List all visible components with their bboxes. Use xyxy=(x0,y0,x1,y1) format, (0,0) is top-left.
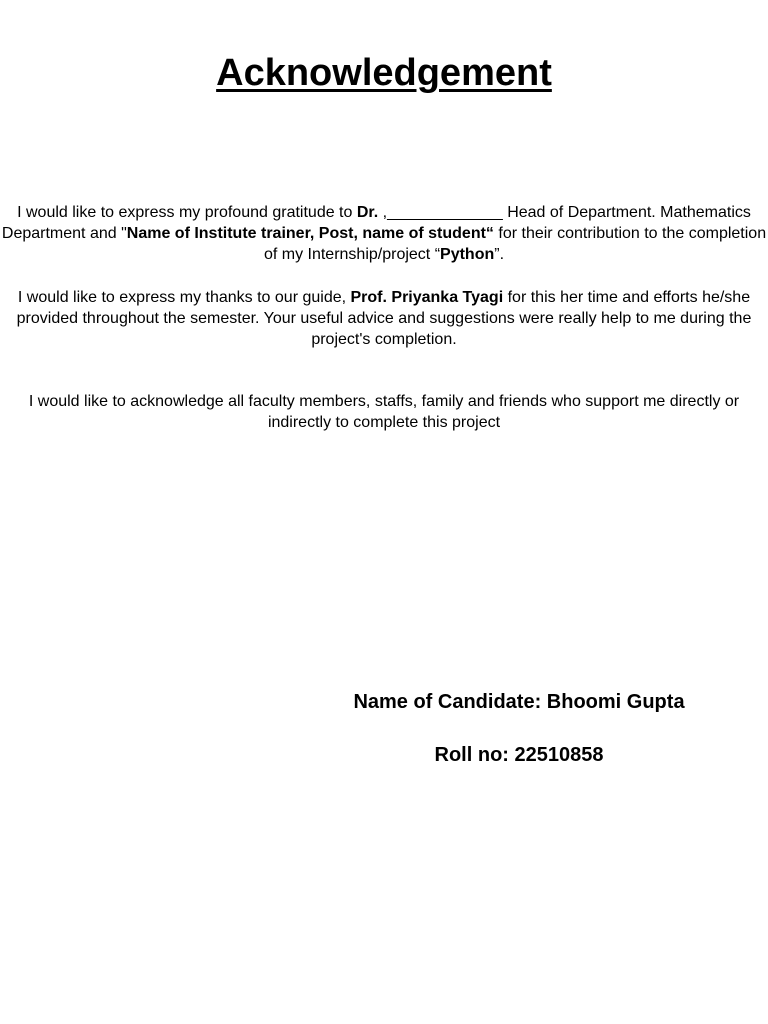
gratitude-text-1: I would like to express my profound gratitude to xyxy=(17,204,357,221)
roll-number: Roll no: 22510858 xyxy=(434,744,604,766)
page-title: Acknowledgement xyxy=(216,52,552,94)
faculty-paragraph: I would like to acknowledge all faculty members, staffs, family and friends who support me directly or indirectly to complete this project xyxy=(28,393,740,431)
gratitude-text-4: ”. xyxy=(494,246,505,263)
gratitude-trainer: Name of Institute trainer, Post, name of student“ xyxy=(126,225,494,242)
gratitude-dr: Dr. xyxy=(356,204,379,221)
gratitude-text-2: ,_____________ Head of Department. Mathematics Department and " xyxy=(1,204,751,242)
guide-name: Prof. Priyanka Tyagi xyxy=(350,289,504,306)
gratitude-project: Python xyxy=(440,246,495,263)
candidate-name: Name of Candidate: Bhoomi Gupta xyxy=(353,691,685,713)
gratitude-paragraph xyxy=(0,202,768,265)
guide-text-2: for this her time and efforts he/she provided throughout the semester. Your useful advice and suggestions were really help to me during the project's completion. xyxy=(16,289,752,348)
guide-text-1: I would like to express my thanks to our guide, xyxy=(17,289,351,306)
gratitude-text-3: for their contribution to the completion of my Internship/project “ xyxy=(263,225,767,263)
guide-paragraph xyxy=(0,287,768,350)
